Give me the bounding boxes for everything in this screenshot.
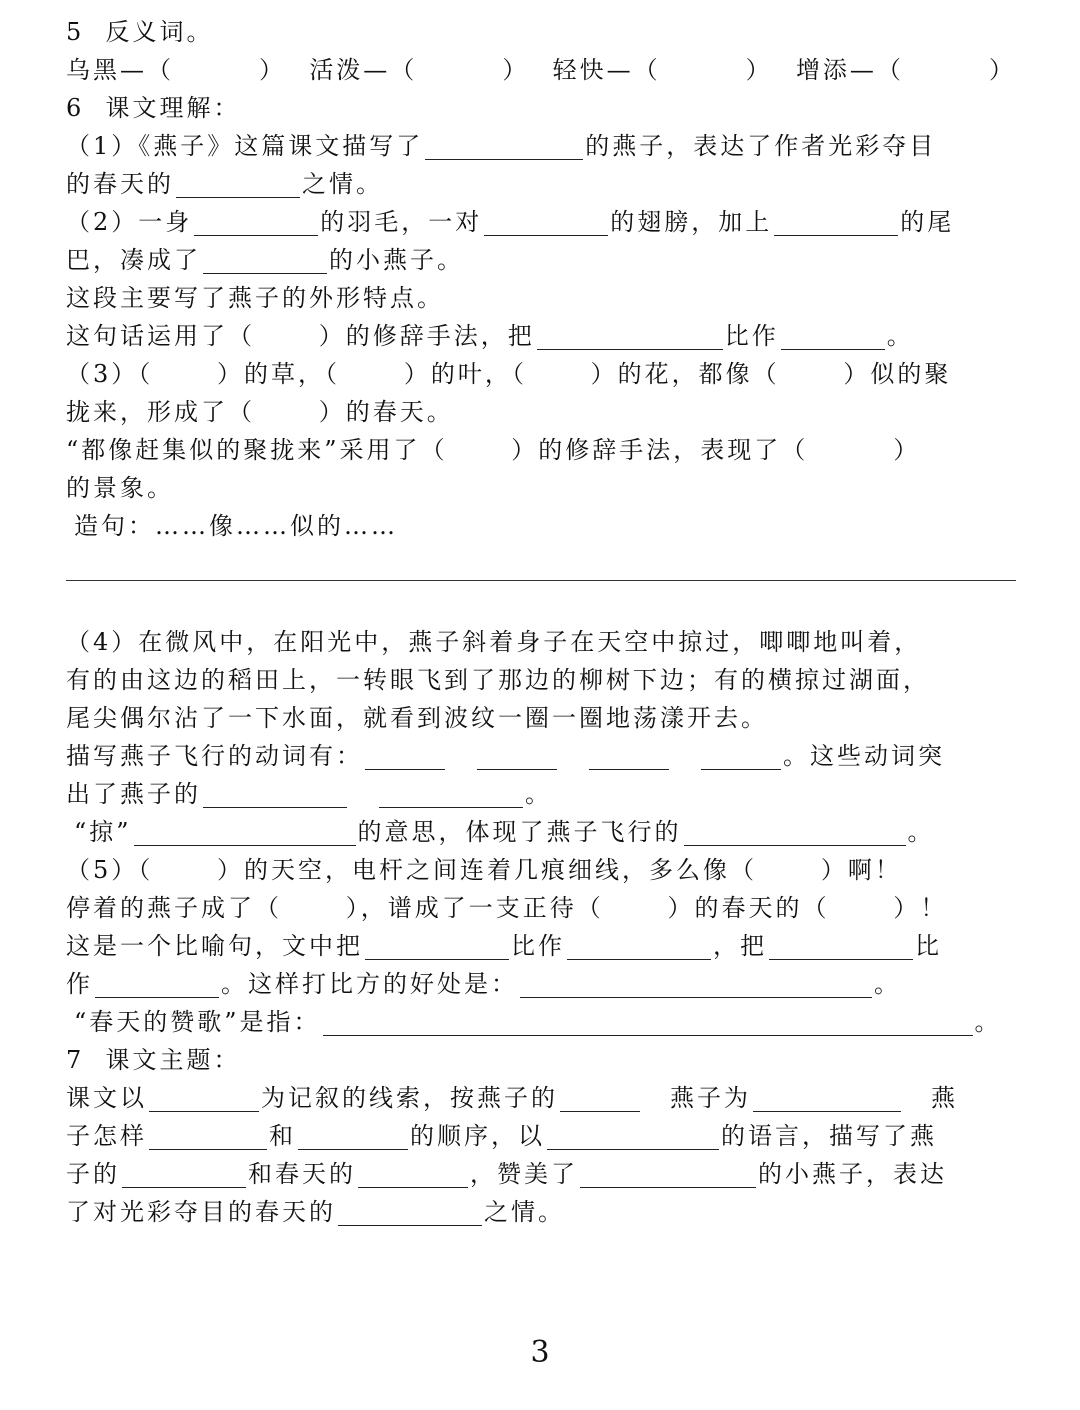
answer-blank[interactable] [176, 171, 300, 198]
q6-p1-line2: 的春天的 之情。 [66, 170, 383, 198]
answer-blank[interactable] [547, 1123, 719, 1150]
sentence-answer-line[interactable] [66, 580, 1016, 581]
answer-blank[interactable] [769, 933, 913, 960]
answer-blank[interactable] [149, 1085, 259, 1112]
answer-blank[interactable] [484, 209, 608, 236]
q7-heading: 7 课文主题： [66, 1046, 241, 1074]
answer-blank[interactable] [358, 1161, 468, 1188]
answer-blank[interactable] [203, 781, 347, 808]
q6-p4-line6: “掠” 的意思，体现了燕子飞行的 。 [74, 818, 935, 846]
answer-blank[interactable] [701, 743, 781, 770]
answer-blank[interactable] [122, 1161, 246, 1188]
q7-line3: 子的 和春天的 ，赞美了 的小燕子，表达 [66, 1160, 947, 1188]
answer-blank[interactable] [95, 971, 219, 998]
answer-blank[interactable] [425, 133, 583, 160]
answer-blank[interactable] [365, 743, 445, 770]
antonym-item: 活泼—（ ） [309, 56, 530, 84]
answer-blank[interactable] [774, 209, 898, 236]
q6-p4-line1: （4）在微风中，在阳光中，燕子斜着身子在天空中掠过，唧唧地叫着， [66, 628, 922, 656]
answer-blank[interactable] [134, 819, 356, 846]
q6-p3-line2: 拢来，形成了（ ）的春天。 [66, 398, 454, 426]
q6-p2-line4: 这句话运用了（ ）的修辞手法，把 比作 。 [66, 322, 914, 350]
q6-p5-line3: 这是一个比喻句，文中把 比作 ，把 比 [66, 932, 942, 960]
q6-p1-line1: （1）《燕子》这篇课文描写了 的燕子，表达了作者光彩夺目 [66, 132, 937, 160]
answer-blank[interactable] [203, 247, 327, 274]
q6-p3-line3: “都像赶集似的聚拢来”采用了（ ）的修辞手法，表现了（ ） [66, 436, 921, 464]
answer-blank[interactable] [753, 1085, 901, 1112]
answer-blank[interactable] [560, 1085, 640, 1112]
answer-blank[interactable] [477, 743, 557, 770]
answer-blank[interactable] [537, 323, 723, 350]
answer-blank[interactable] [379, 781, 523, 808]
q6-p4-line2: 有的由这边的稻田上，一转眼飞到了那边的柳树下边；有的横掠过湖面， [66, 666, 930, 694]
q7-line2: 子怎样 和 的顺序，以 的语言，描写了燕 [66, 1122, 937, 1150]
q7-line1: 课文以 为记叙的线索，按燕子的 燕子为 燕 [66, 1084, 958, 1112]
page-number: 3 [530, 1335, 550, 1370]
answer-blank[interactable] [149, 1123, 267, 1150]
antonym-item: 增添—（ ） [795, 56, 1016, 84]
answer-blank[interactable] [589, 743, 669, 770]
q6-p5-line1: （5）（ ）的天空，电杆之间连着几痕细线，多么像（ ）啊！ [66, 856, 902, 884]
answer-blank[interactable] [298, 1123, 408, 1150]
q5-heading: 5 反义词。 [66, 18, 214, 46]
q6-p2-line1: （2）一身 的羽毛，一对 的翅膀，加上 的尾 [66, 208, 955, 236]
q6-p4-line5: 出了燕子的 。 [66, 780, 552, 808]
answer-blank[interactable] [338, 1199, 482, 1226]
q6-p4-line3: 尾尖偶尔沾了一下水面，就看到波纹一圈一圈地荡漾开去。 [66, 704, 768, 732]
answer-blank[interactable] [194, 209, 318, 236]
antonym-item: 轻快—（ ） [552, 56, 773, 84]
q6-p2-line2: 巴，凑成了 的小燕子。 [66, 246, 464, 274]
q6-p3-line1: （3）（ ）的草，（ ）的叶，（ ）的花，都像（ ）似的聚 [66, 360, 952, 388]
q6-p5-line2: 停着的燕子成了（ ），谱成了一支正待（ ）的春天的（ ）！ [66, 894, 948, 922]
answer-blank[interactable] [323, 1009, 973, 1036]
answer-blank[interactable] [580, 1161, 756, 1188]
q5-antonym-row [66, 51, 1016, 89]
answer-blank[interactable] [520, 971, 872, 998]
q7-line4: 了对光彩夺目的春天的 之情。 [66, 1198, 565, 1226]
q6-p5-line4: 作 。这样打比方的好处是： 。 [66, 970, 901, 998]
q6-p2-line3: 这段主要写了燕子的外形特点。 [66, 284, 444, 312]
q6-p3-sentence-prompt: 造句：……像……似的…… [74, 512, 398, 540]
answer-blank[interactable] [781, 323, 885, 350]
answer-blank[interactable] [684, 819, 906, 846]
answer-blank[interactable] [365, 933, 509, 960]
q6-p4-line4: 描写燕子飞行的动词有： 。这些动词突 [66, 742, 945, 770]
answer-blank[interactable] [567, 933, 711, 960]
q6-heading: 6 课文理解： [66, 94, 241, 122]
antonym-item: 乌黑—（ ） [66, 56, 287, 84]
q6-p5-line5: “春天的赞歌”是指： 。 [74, 1008, 1002, 1036]
q6-p3-line4: 的景象。 [66, 474, 174, 502]
